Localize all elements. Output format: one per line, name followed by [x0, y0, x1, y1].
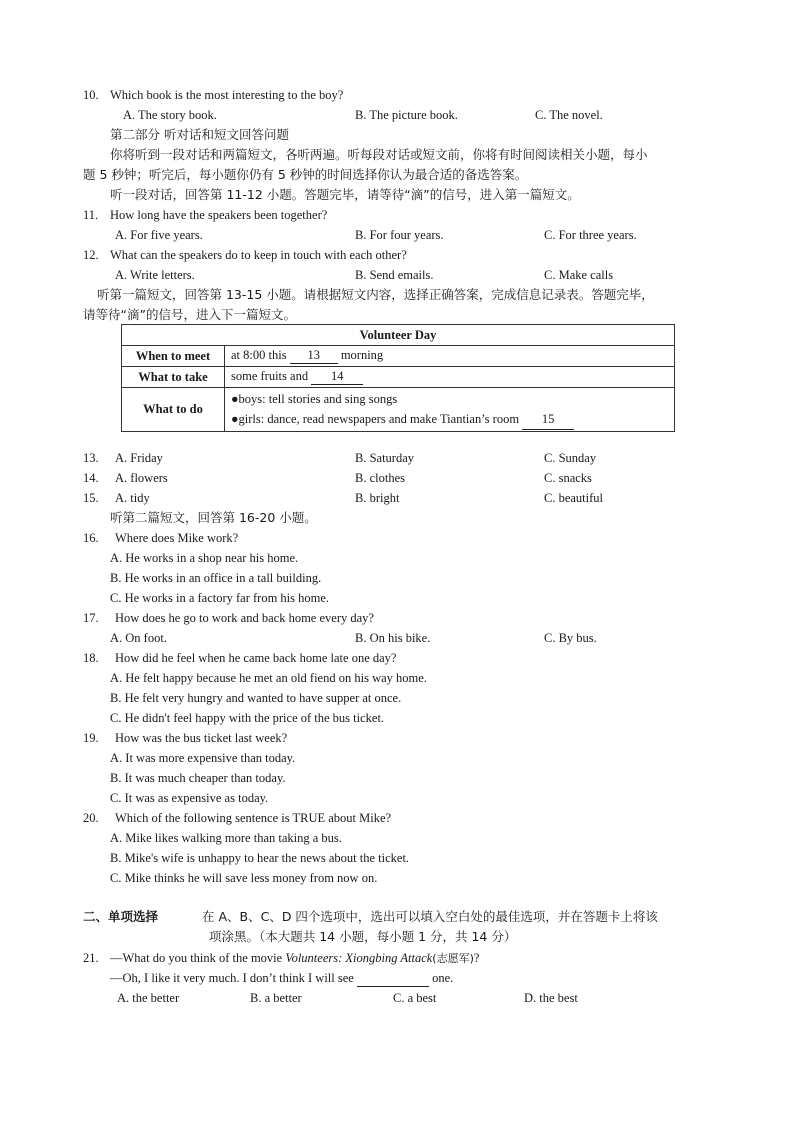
- question-text-part: ?: [473, 951, 480, 965]
- question-number: 14.: [83, 471, 99, 485]
- option-a: A. the better: [117, 991, 180, 1005]
- instruction: 听一段对话，回答第 11-12 小题。答题完毕，请等待“滴”的信号，进入第一篇短文。: [110, 187, 580, 202]
- table-row: [122, 325, 675, 346]
- option-c: C. He works in a factory far from his home.: [110, 591, 330, 605]
- option-b: B. For four years.: [355, 228, 444, 242]
- question-number: 19.: [83, 731, 99, 745]
- question-number: 17.: [83, 611, 99, 625]
- option-c: C. For three years.: [544, 228, 637, 242]
- question-text: How did he feel when he came back home late one day?: [115, 651, 397, 665]
- question-number: 13.: [83, 451, 99, 465]
- question-text-part: —What do you think of the movie: [110, 951, 286, 965]
- option-a: A. tidy: [115, 491, 150, 505]
- option-b: B. Send emails.: [355, 268, 434, 282]
- option-c: C. By bus.: [544, 631, 597, 645]
- cell-text: ●boys: tell stories and sing songs: [231, 392, 398, 406]
- volunteer-day-table: [121, 324, 675, 432]
- question-number: 18.: [83, 651, 99, 665]
- option-a: A. It was more expensive than today.: [110, 751, 296, 765]
- row-label: What to do: [122, 388, 225, 432]
- option-c: C. snacks: [544, 471, 592, 485]
- option-a: A. Friday: [115, 451, 163, 465]
- option-a: A. He felt happy because he met an old fiend on his way home.: [110, 671, 427, 685]
- instruction: 在 A、B、C、D 四个选项中，选出可以填入空白处的最佳选项，并在答题卡上将该: [202, 909, 658, 924]
- option-c: C. The novel.: [535, 108, 603, 122]
- instruction: 听第一篇短文，回答第 13-15 小题。请根据短文内容，选择正确答案，完成信息记录表。答题完毕，: [97, 287, 654, 302]
- option-a: A. flowers: [115, 471, 168, 485]
- option-b: B. He felt very hungry and wanted to have supper at once.: [110, 691, 402, 705]
- option-c: C. Sunday: [544, 451, 597, 465]
- table-cell: [225, 367, 675, 388]
- question-text: [110, 970, 453, 987]
- option-a: A. Mike likes walking more than taking a bus.: [110, 831, 342, 845]
- movie-title-cn: (志愿军): [432, 952, 474, 965]
- cell-text: morning: [340, 348, 384, 362]
- question-text-part: one.: [432, 971, 454, 985]
- table-cell: [225, 388, 675, 432]
- section-title: 二、单项选择: [83, 909, 159, 924]
- option-b: B. clothes: [355, 471, 405, 485]
- blank-13: 13: [290, 348, 338, 364]
- option-d: D. the best: [524, 991, 578, 1005]
- option-c: C. He didn't feel happy with the price of the bus ticket.: [110, 711, 385, 725]
- option-b: B. On his bike.: [355, 631, 431, 645]
- table-row: [122, 388, 675, 432]
- question-text: Which book is the most interesting to the boy?: [110, 88, 344, 102]
- movie-title: Volunteers: Xiongbing Attack: [285, 951, 433, 965]
- option-c: C. a best: [393, 991, 437, 1005]
- question-number: 21.: [83, 951, 99, 965]
- option-a: A. He works in a shop near his home.: [110, 551, 299, 565]
- table-row: [122, 346, 675, 367]
- question-text: How was the bus ticket last week?: [115, 731, 288, 745]
- cell-text: ●girls: dance, read newspapers and make Tiantian’s room: [231, 412, 520, 426]
- question-text: [110, 950, 479, 967]
- table-cell: [225, 346, 675, 367]
- question-text: Where does Mike work?: [115, 531, 239, 545]
- question-number: 15.: [83, 491, 99, 505]
- option-b: B. It was much cheaper than today.: [110, 771, 286, 785]
- option-a: A. On foot.: [110, 631, 167, 645]
- option-b: B. Mike's wife is unhappy to hear the news about the ticket.: [110, 851, 410, 865]
- table-row: [122, 367, 675, 388]
- option-c: C. It was as expensive as today.: [110, 791, 269, 805]
- option-c: C. Mike thinks he will save less money from now on.: [110, 871, 378, 885]
- option-a: A. Write letters.: [115, 268, 195, 282]
- instruction: 听第二篇短文，回答第 16-20 小题。: [110, 510, 317, 525]
- question-number: 16.: [83, 531, 99, 545]
- question-number: 12.: [83, 248, 99, 262]
- table-title: Volunteer Day: [122, 325, 675, 346]
- section-title: 第二部分 听对话和短文回答问题: [110, 127, 289, 142]
- cell-text: at 8:00 this: [231, 348, 287, 362]
- option-b: B. a better: [250, 991, 302, 1005]
- question-text: How long have the speakers been together?: [110, 208, 328, 222]
- question-text-part: —Oh, I like it very much. I don’t think I will see: [110, 971, 354, 985]
- question-text: How does he go to work and back home every day?: [115, 611, 374, 625]
- option-b: B. Saturday: [355, 451, 415, 465]
- option-c: C. Make calls: [544, 268, 614, 282]
- row-label: When to meet: [122, 346, 225, 367]
- option-b: B. He works in an office in a tall building.: [110, 571, 322, 585]
- option-c: C. beautiful: [544, 491, 604, 505]
- option-b: B. The picture book.: [355, 108, 458, 122]
- question-number: 11.: [83, 208, 99, 222]
- cell-text: some fruits and: [231, 369, 309, 383]
- question-text: What can the speakers do to keep in touch with each other?: [110, 248, 407, 262]
- instruction: 你将听到一段对话和两篇短文，各听两遍。听每段对话或短文前，你将有时间阅读相关小题，每小: [110, 147, 648, 162]
- blank-14: 14: [311, 369, 363, 385]
- question-number: 20.: [83, 811, 99, 825]
- instruction: 题 5 秒钟；听完后，每小题你仍有 5 秒钟的时间选择你认为最合适的备选答案。: [83, 167, 528, 182]
- row-label: What to take: [122, 367, 225, 388]
- instruction: 项涂黑。（本大题共 14 小题，每小题 1 分，共 14 分）: [209, 929, 517, 944]
- option-a: A. For five years.: [115, 228, 203, 242]
- question-text: Which of the following sentence is TRUE about Mike?: [115, 811, 392, 825]
- question-number: 10.: [83, 88, 99, 102]
- option-b: B. bright: [355, 491, 400, 505]
- option-a: A. The story book.: [123, 108, 217, 122]
- instruction: 请等待“滴”的信号，进入下一篇短文。: [83, 307, 296, 322]
- answer-blank: [357, 970, 429, 987]
- blank-15: 15: [522, 409, 574, 430]
